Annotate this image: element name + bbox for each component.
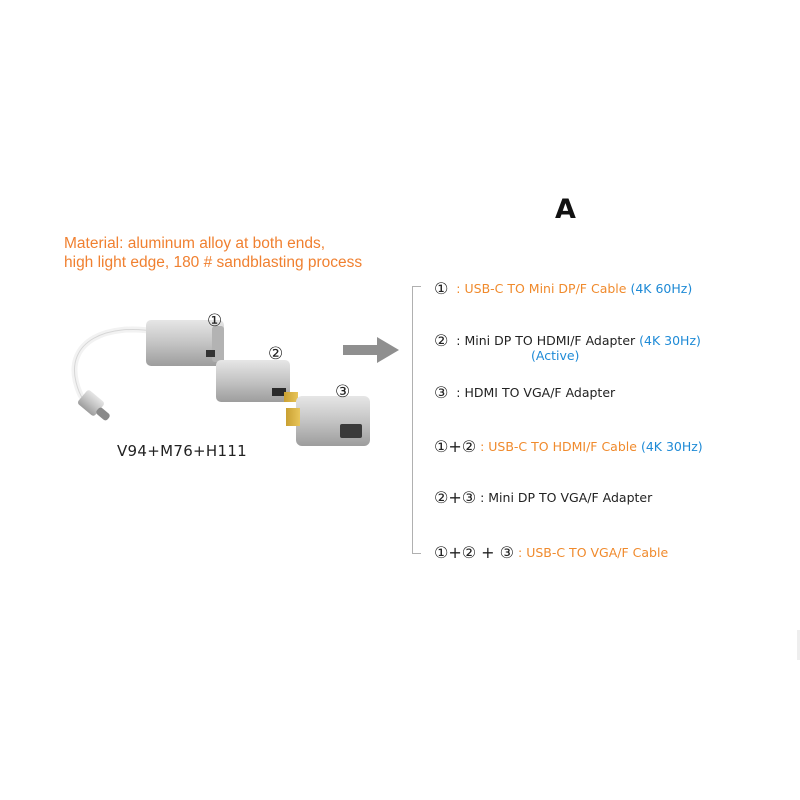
row-text: USB-C TO HDMI/F Cable <box>488 439 637 454</box>
adapter-2-hdmi <box>216 360 298 402</box>
combination-row-3: ③ : HDMI TO VGA/F Adapter <box>434 383 616 402</box>
material-line-2: high light edge, 180 # sandblasting process <box>64 254 363 271</box>
combination-row-6: ①+② + ③ : USB-C TO VGA/F Cable <box>434 543 669 562</box>
material-line-1: Material: aluminum alloy at both ends, <box>64 235 326 252</box>
bracket-tick <box>412 286 421 287</box>
row-text: USB-C TO Mini DP/F Cable <box>464 281 627 296</box>
part-number-3: ③ <box>335 382 351 402</box>
row-mark: ③ <box>434 383 449 402</box>
adapter-3-vga <box>286 396 370 446</box>
bracket-tick <box>412 553 421 554</box>
adapter-set-illustration <box>66 312 376 462</box>
part-number-1: ① <box>207 311 223 331</box>
part-number-2: ② <box>268 344 284 364</box>
row-mark: ② <box>434 331 449 350</box>
row-spec: (4K 60Hz) <box>630 281 693 296</box>
section-heading: A <box>555 194 576 225</box>
row-spec: (4K 30Hz) <box>640 439 703 454</box>
model-combination-label: V94+M76+H111 <box>117 442 248 460</box>
row-text: USB-C TO VGA/F Cable <box>526 545 669 560</box>
row-spec: (4K 30Hz) <box>639 333 701 348</box>
row-mark: ①+② + ③ <box>434 543 515 562</box>
combination-row-4: ①+② : USB-C TO HDMI/F Cable (4K 30Hz) <box>434 437 703 456</box>
row-mark: ① <box>434 279 449 298</box>
combination-row-5: ②+③ : Mini DP TO VGA/F Adapter <box>434 488 653 507</box>
row-text: Mini DP TO VGA/F Adapter <box>488 490 653 505</box>
combination-row-1: ① : USB-C TO Mini DP/F Cable (4K 60Hz) <box>434 279 693 298</box>
row-mark: ①+② <box>434 437 477 456</box>
combination-row-2: ② : Mini DP TO HDMI/F Adapter (4K 30Hz) <box>434 331 701 350</box>
row-text: Mini DP TO HDMI/F Adapter <box>464 333 636 348</box>
material-description <box>64 234 362 272</box>
row-text: HDMI TO VGA/F Adapter <box>464 385 616 400</box>
bracket-line <box>412 286 413 554</box>
row-mark: ②+③ <box>434 488 477 507</box>
row-spec-active: (Active) <box>531 348 580 363</box>
right-arrow-icon <box>343 337 401 363</box>
